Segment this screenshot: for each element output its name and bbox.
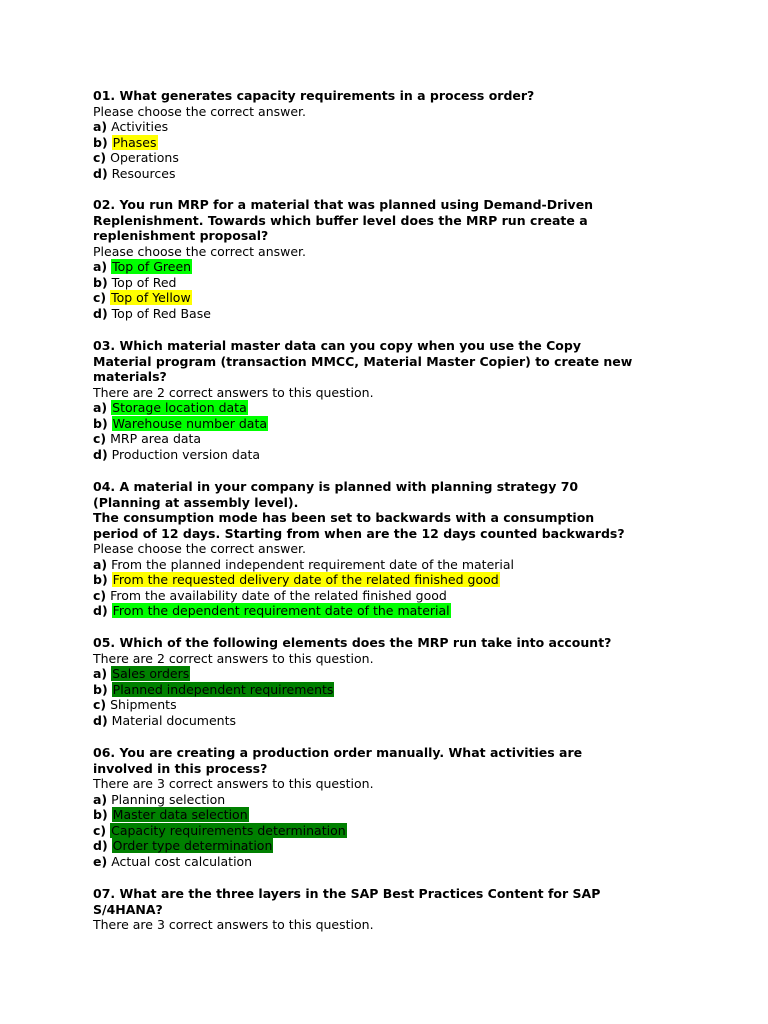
option-letter: c): [93, 697, 107, 712]
answer-option: [93, 666, 693, 682]
question-block: [93, 886, 693, 933]
question-instruction: Please choose the correct answer.: [93, 243, 307, 259]
question-title: replenishment proposal?: [93, 228, 269, 243]
answer-option: [93, 150, 693, 166]
option-letter: c): [93, 150, 107, 165]
answer-option: [93, 275, 693, 291]
option-text: Planning selection: [111, 791, 226, 807]
question-title: 02. You run MRP for a material that was planned using Demand-Driven: [93, 197, 594, 212]
question-title: 01. What generates capacity requirements in a process order?: [93, 88, 535, 103]
answer-option: [93, 166, 693, 182]
answer-option: [93, 838, 693, 854]
question-title: 04. A material in your company is planned with planning strategy 70: [93, 479, 579, 494]
answer-option: [93, 682, 693, 698]
option-text: Actual cost calculation: [111, 853, 253, 869]
question-title: period of 12 days. Starting from when are the 12 days counted backwards?: [93, 525, 625, 541]
highlighted-option-text: Capacity requirements determination: [111, 822, 346, 838]
option-text: From the availability date of the related finished good: [110, 587, 447, 603]
highlighted-option-text: Top of Yellow: [111, 290, 191, 305]
question-block: [93, 338, 693, 462]
option-letter: b): [93, 274, 108, 290]
question-block: [93, 88, 693, 181]
option-letter: a): [93, 259, 108, 274]
highlighted-option-text: From the requested delivery date of the related finished good: [112, 572, 499, 587]
option-letter: b): [93, 807, 108, 822]
highlighted-option-text: Phases: [112, 134, 157, 150]
answer-option: [93, 400, 693, 416]
highlighted-option-text: From the dependent requirement date of the material: [112, 603, 450, 618]
answer-option: [93, 792, 693, 808]
option-text: Shipments: [110, 697, 177, 712]
option-letter: b): [93, 572, 108, 587]
option-text: Activities: [111, 119, 169, 134]
answer-option: [93, 697, 693, 713]
question-title: The consumption mode has been set to backwards with a consumption: [93, 510, 595, 525]
highlighted-option-text: Top of Green: [112, 259, 192, 274]
question-title: Material program (transaction MMCC, Material Master Copier) to create new: [93, 353, 633, 369]
option-text: Operations: [110, 150, 179, 165]
option-text: Resources: [111, 165, 176, 181]
option-letter: d): [93, 165, 108, 181]
answer-option: [93, 557, 693, 573]
answer-option: [93, 572, 693, 588]
option-letter: c): [93, 822, 107, 838]
answer-option: [93, 603, 693, 619]
option-letter: c): [93, 587, 107, 603]
question-instruction: There are 2 correct answers to this question.: [93, 650, 374, 666]
question-instruction: Please choose the correct answer.: [93, 541, 307, 556]
question-title: S/4HANA?: [93, 901, 163, 917]
answer-option: [93, 588, 693, 604]
question-title: Replenishment. Towards which buffer level does the MRP run create a: [93, 212, 588, 228]
answer-option: [93, 431, 693, 447]
option-letter: d): [93, 305, 108, 321]
answer-option: [93, 306, 693, 322]
highlighted-option-text: Master data selection: [112, 807, 248, 822]
question-title: 03. Which material master data can you copy when you use the Copy: [93, 338, 581, 353]
option-letter: a): [93, 400, 108, 415]
option-letter: c): [93, 431, 107, 446]
option-letter: d): [93, 603, 108, 618]
question-title: materials?: [93, 369, 167, 384]
option-text: MRP area data: [110, 431, 202, 446]
answer-option: [93, 823, 693, 839]
highlighted-option-text: Sales orders: [112, 666, 190, 681]
option-letter: a): [93, 666, 108, 681]
answer-option: [93, 416, 693, 432]
question-title: (Planning at assembly level).: [93, 494, 299, 510]
highlighted-option-text: Order type determination: [112, 838, 273, 853]
highlighted-option-text: Planned independent requirements: [112, 681, 334, 697]
answer-option: [93, 135, 693, 151]
answer-option: [93, 447, 693, 463]
option-letter: a): [93, 791, 108, 807]
option-letter: c): [93, 290, 107, 305]
question-title: 05. Which of the following elements does the MRP run take into account?: [93, 635, 612, 650]
question-instruction: Please choose the correct answer.: [93, 103, 307, 119]
answer-option: [93, 119, 693, 135]
question-instruction: There are 3 correct answers to this question.: [93, 917, 374, 932]
option-letter: d): [93, 838, 108, 853]
question-title: involved in this process?: [93, 760, 268, 776]
highlighted-option-text: Storage location data: [112, 400, 247, 415]
question-instruction: There are 3 correct answers to this question.: [93, 776, 374, 791]
option-letter: b): [93, 134, 108, 150]
question-title: 07. What are the three layers in the SAP Best Practices Content for SAP: [93, 886, 601, 901]
question-block: [93, 197, 693, 321]
answer-option: [93, 807, 693, 823]
option-letter: a): [93, 119, 108, 134]
question-block: [93, 745, 693, 869]
option-letter: d): [93, 446, 108, 462]
option-text: Production version data: [111, 446, 261, 462]
question-block: [93, 479, 693, 619]
question-title: 06. You are creating a production order manually. What activities are: [93, 745, 583, 760]
answer-option: [93, 259, 693, 275]
question-instruction: There are 2 correct answers to this question.: [93, 384, 374, 400]
option-letter: a): [93, 556, 108, 572]
answer-option: [93, 290, 693, 306]
option-letter: e): [93, 853, 108, 869]
option-text: Top of Red Base: [111, 305, 211, 321]
answer-option: [93, 854, 693, 870]
answer-option: [93, 713, 693, 729]
option-text: Top of Red: [111, 274, 177, 290]
highlighted-option-text: Warehouse number data: [112, 415, 268, 431]
option-text: From the planned independent requirement date of the material: [111, 556, 515, 572]
question-block: [93, 635, 693, 728]
option-letter: b): [93, 681, 108, 697]
option-text: Material documents: [111, 712, 236, 728]
option-letter: d): [93, 712, 108, 728]
option-letter: b): [93, 415, 108, 431]
